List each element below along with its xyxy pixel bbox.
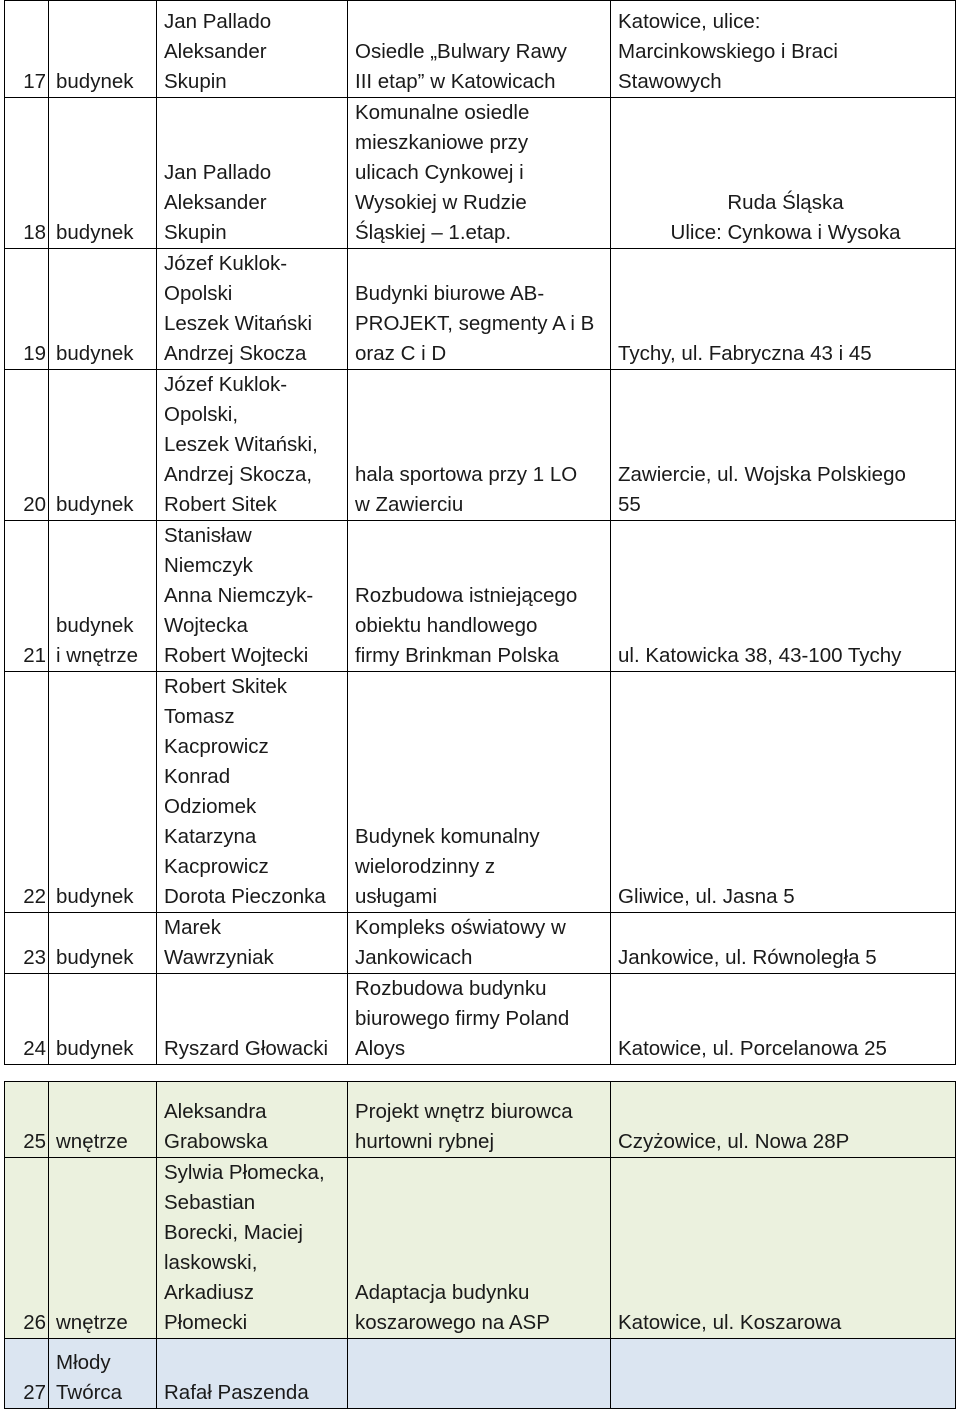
entry-type: budynek — [49, 913, 157, 974]
entry-authors: Józef Kuklok- Opolski, Leszek Witański, Andrzej Skocza, Robert Sitek — [157, 370, 348, 521]
table-row — [5, 370, 956, 521]
entry-number: 22 — [5, 672, 49, 913]
entry-location: Jankowice, ul. Równoległa 5 — [611, 913, 956, 974]
entry-location: ul. Katowicka 38, 43-100 Tychy — [611, 521, 956, 672]
entry-authors: Sylwia Płomecka, Sebastian Borecki, Maciej laskowski, Arkadiusz Płomecki — [157, 1158, 348, 1339]
entry-location: Katowice, ul. Koszarowa — [611, 1158, 956, 1339]
entry-location: Zawiercie, ul. Wojska Polskiego 55 — [611, 370, 956, 521]
table-row — [5, 672, 956, 913]
entry-type: budynek — [49, 98, 157, 249]
entry-authors: Stanisław Niemczyk Anna Niemczyk- Wojtecka Robert Wojtecki — [157, 521, 348, 672]
entry-number: 27 — [5, 1339, 49, 1409]
entry-project: Projekt wnętrz biurowca hurtowni rybnej — [348, 1082, 611, 1158]
entry-authors: Jan Pallado Aleksander Skupin — [157, 1, 348, 98]
entry-authors: Marek Wawrzyniak — [157, 913, 348, 974]
entry-project: Budynki biurowe AB- PROJEKT, segmenty A i B oraz C i D — [348, 249, 611, 370]
entry-type: budynek — [49, 672, 157, 913]
table-row — [5, 974, 956, 1065]
entry-project: Kompleks oświatowy w Jankowicach — [348, 913, 611, 974]
competition-entries-table — [4, 0, 956, 1409]
gap-cell — [611, 1065, 956, 1082]
entry-authors: Rafał Paszenda — [157, 1339, 348, 1409]
entry-type: budynek — [49, 974, 157, 1065]
entry-location — [611, 1339, 956, 1409]
gap-cell — [157, 1065, 348, 1082]
entry-project: Komunalne osiedle mieszkaniowe przy ulicach Cynkowej i Wysokiej w Rudzie Śląskiej – 1.etap. — [348, 98, 611, 249]
entry-type: wnętrze — [49, 1082, 157, 1158]
entry-location: Katowice, ul. Porcelanowa 25 — [611, 974, 956, 1065]
entry-project: Osiedle „Bulwary Rawy III etap” w Katowicach — [348, 1, 611, 98]
entry-type: budynek — [49, 1, 157, 98]
section-gap — [5, 1065, 956, 1082]
entry-number: 26 — [5, 1158, 49, 1339]
entry-authors: Aleksandra Grabowska — [157, 1082, 348, 1158]
entry-number: 17 — [5, 1, 49, 98]
entry-number: 20 — [5, 370, 49, 521]
entry-project: Budynek komunalny wielorodzinny z usługami — [348, 672, 611, 913]
entry-number: 18 — [5, 98, 49, 249]
entry-type: budynek — [49, 249, 157, 370]
entry-number: 24 — [5, 974, 49, 1065]
entry-location: Katowice, ulice: Marcinkowskiego i Braci Stawowych — [611, 1, 956, 98]
table-row — [5, 1, 956, 98]
table-row — [5, 1339, 956, 1409]
entry-location: Gliwice, ul. Jasna 5 — [611, 672, 956, 913]
gap-cell — [348, 1065, 611, 1082]
entry-type: Młody Twórca — [49, 1339, 157, 1409]
entry-number: 21 — [5, 521, 49, 672]
entry-number: 23 — [5, 913, 49, 974]
gap-cell — [49, 1065, 157, 1082]
entry-type: wnętrze — [49, 1158, 157, 1339]
entry-project: Rozbudowa istniejącego obiektu handlowego firmy Brinkman Polska — [348, 521, 611, 672]
entry-location: Ruda Śląska Ulice: Cynkowa i Wysoka — [611, 98, 956, 249]
entry-type: budynek i wnętrze — [49, 521, 157, 672]
entry-number: 25 — [5, 1082, 49, 1158]
entry-location: Tychy, ul. Fabryczna 43 i 45 — [611, 249, 956, 370]
entry-project — [348, 1339, 611, 1409]
entry-project: Rozbudowa budynku biurowego firmy Poland Aloys — [348, 974, 611, 1065]
table-row — [5, 1082, 956, 1158]
entry-authors: Ryszard Głowacki — [157, 974, 348, 1065]
entry-authors: Józef Kuklok- Opolski Leszek Witański Andrzej Skocza — [157, 249, 348, 370]
entry-project: Adaptacja budynku koszarowego na ASP — [348, 1158, 611, 1339]
table-row — [5, 913, 956, 974]
entry-authors: Robert Skitek Tomasz Kacprowicz Konrad Odziomek Katarzyna Kacprowicz Dorota Pieczonka — [157, 672, 348, 913]
entry-location: Czyżowice, ul. Nowa 28P — [611, 1082, 956, 1158]
entry-number: 19 — [5, 249, 49, 370]
table-row — [5, 249, 956, 370]
entry-authors: Jan Pallado Aleksander Skupin — [157, 98, 348, 249]
entry-type: budynek — [49, 370, 157, 521]
gap-cell — [5, 1065, 49, 1082]
table-row — [5, 1158, 956, 1339]
entry-project: hala sportowa przy 1 LO w Zawierciu — [348, 370, 611, 521]
table-row — [5, 521, 956, 672]
table-row — [5, 98, 956, 249]
